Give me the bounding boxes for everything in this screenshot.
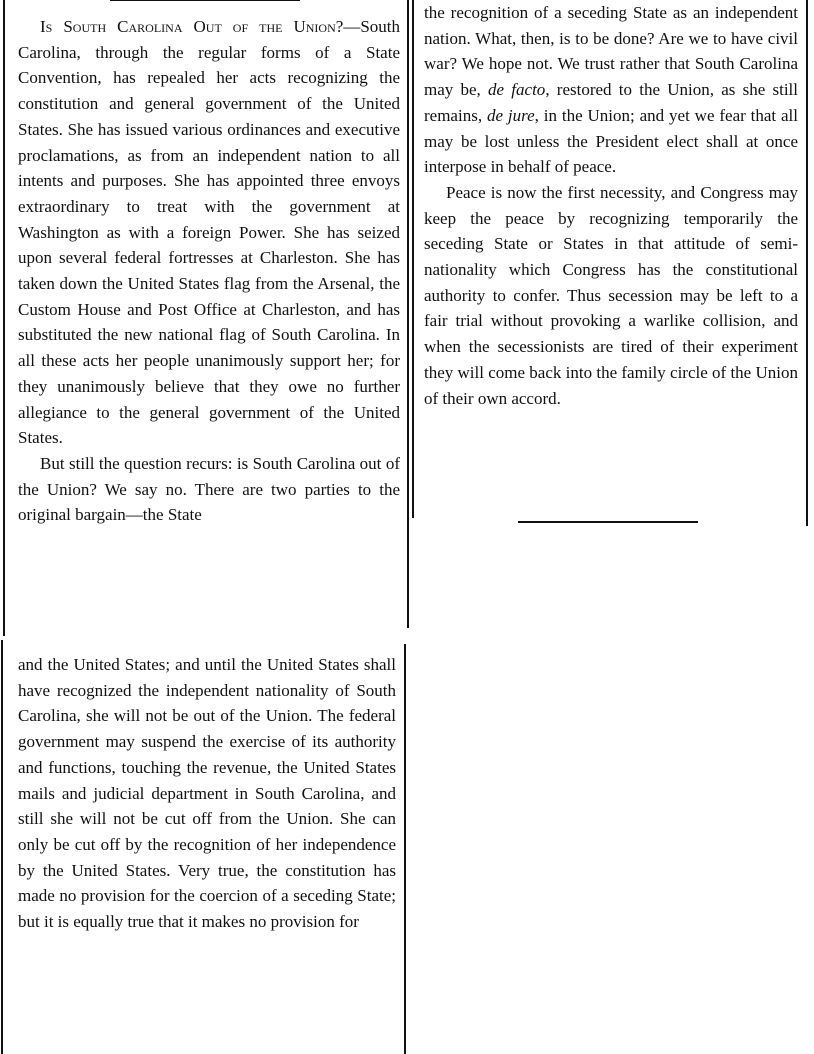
column-rule-lower-right xyxy=(404,644,406,1054)
end-rule xyxy=(518,521,698,523)
article-paragraph-3: Peace is now the first necessity, and Congress may keep the peace by recognizing temporarily the seceding State or States in that attitude of semi-nationality which Congress has the constitutional authority to confer. Thus secession may be left to a fair trial without provoking a warlike collision, and when the secessionists are tired of their experiment they will come back into the family circle of the Union of their own accord. xyxy=(424,182,798,408)
article-paragraph-2-continued: and the United States; and until the United States shall have recognized the independent nationality of South Carolina, she will not be out of the Union. The federal government may suspend the exercise of its authority and functions, touching the revenue, the United States mails and judicial department in South Carolina, and still she will not be cut off from the Union. She can only be cut off by the recognition of her independence by the United States. Very true, the constitution has made no provision for the coercion of a seceding State; but it is equally true that it makes no provision for xyxy=(18,655,396,932)
latin-de-facto: de facto xyxy=(488,80,546,100)
column-rule-lower-left xyxy=(1,640,3,1054)
article-paragraph-2-start: But still the question recurs: is South Carolina out of the Union? We say no. There are two parties to the original bargain—the State xyxy=(18,453,400,525)
column-rule-middle-upper xyxy=(407,0,409,628)
column-rule-left xyxy=(3,0,5,636)
headline-dash: — xyxy=(343,17,361,36)
paragraph-2-end-text-a: the recognition of a seceding State as an independent nation. What, then, is to be done? Are we to have civil war? We hope not. We trust rather that South Carolina may be, xyxy=(424,3,798,100)
article-column-1 xyxy=(18,14,400,636)
top-rule xyxy=(110,0,300,1)
paragraph-2-end-text-c: , in the Union; and yet we fear that all may be lost unless the President elect shall at once interpose in behalf of peace. xyxy=(424,105,798,177)
article-column-3 xyxy=(424,0,798,515)
article-headline: Is South Carolina Out of the Union? xyxy=(40,17,344,36)
paragraph-2-end-text-b: , restored to the Union, as she still remains, xyxy=(424,80,798,125)
paragraph-1-text: South Carolina, through the regular forms of a State Convention, has repealed her acts recognizing the constitution and general government of the United States. She has issued various ordinances and executive proclamations, as from an independent nation to all intents and purposes. She has appointed three envoys extraordinary to treat with the government at Washington as with a foreign Power. She has seized upon several federal fortresses at Charleston. She has taken down the United States flag from the Arsenal, the Custom House and Post Office at Charleston, and has substituted the new national flag of South Carolina. In all these acts her people unanimously support her; for they unanimously believe that they owe no further allegiance to the general government of the United States. xyxy=(18,17,400,448)
column-rule-middle xyxy=(412,0,414,518)
article-paragraph-2-end xyxy=(424,0,798,180)
column-rule-right xyxy=(806,0,808,526)
latin-de-jure: de jure xyxy=(486,105,535,125)
article-paragraph-1 xyxy=(18,14,400,451)
article-column-2 xyxy=(18,652,396,1054)
